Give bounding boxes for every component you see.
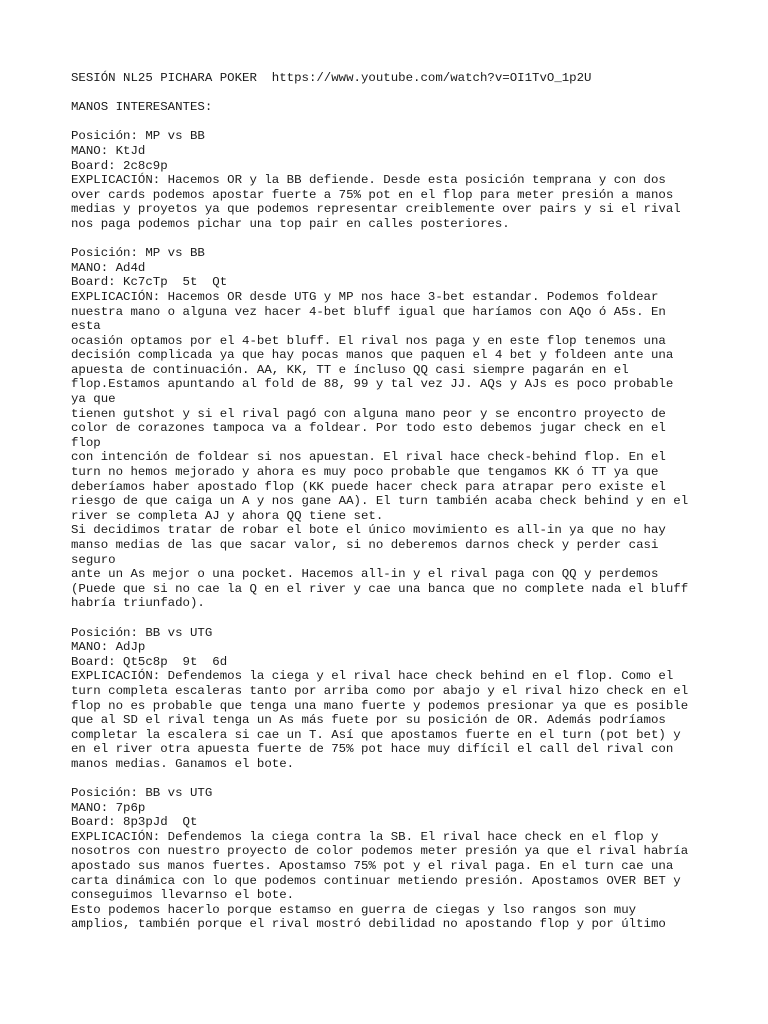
text-line: Esto podemos hacerlo porque estamso en guerra de ciegas y lso rangos son muy (71, 902, 637, 917)
text-line: en el river otra apuesta fuerte de 75% pot hace muy difícil el call del rival con (71, 742, 674, 757)
text-line: river se completa AJ y ahora QQ tiene set. (71, 508, 384, 523)
text-line: SESIÓN NL25 PICHARA POKER https://www.youtube.com/watch?v=OI1TvO_1p2U (71, 71, 592, 85)
text-line: nos paga podemos pichar una top pair en calles posteriores. (71, 216, 510, 231)
text-line: seguro (71, 552, 116, 567)
text-line: completar la escalera si cae un T. Así que apostamos fuerte en el turn (pot bet) y (71, 727, 681, 742)
text-line: Posición: BB vs UTG (71, 625, 213, 640)
text-line: flop (71, 435, 101, 450)
text-line: carta dinámica con lo que podemos continuar metiendo presión. Apostamos OVER BET y (71, 873, 681, 888)
text-line: over cards podemos apostar fuerte a 75% pot en el flop para meter presión a manos (71, 187, 674, 202)
text-line: Si decidimos tratar de robar el bote el único movimiento es all-in ya que no hay (71, 523, 666, 538)
text-line: EXPLICACIÓN: Defendemos la ciega contra la SB. El rival hace check en el flop y (71, 829, 659, 844)
text-line: nuestra mano o alguna vez hacer 4-bet bluff igual que haríamos con AQo ó A5s. En (71, 304, 666, 319)
text-line: Board: 2c8c9p (71, 158, 168, 173)
text-line: EXPLICACIÓN: Defendemos la ciega y el rival hace check behind en el flop. Como el (71, 669, 674, 684)
text-line: MANO: 7p6p (71, 800, 146, 815)
text-line (71, 86, 731, 101)
text-line: MANO: Ad4d (71, 260, 146, 275)
text-line: MANOS INTERESANTES: (71, 100, 213, 115)
text-line: habría triunfado). (71, 596, 205, 611)
text-line: amplios, también porque el rival mostró debilidad no apostando flop y por último (71, 917, 666, 932)
text-line: EXPLICACIÓN: Hacemos OR y la BB defiende. Desde esta posición temprana y con dos (71, 173, 666, 188)
text-line: manos medias. Ganamos el bote. (71, 756, 295, 771)
text-line: deberíamos haber apostado flop (KK puede hacer check para atrapar pero existe el (71, 479, 666, 494)
text-line: nosotros con nuestro proyecto de color podemos meter presión ya que el rival habría (71, 844, 689, 859)
text-line (71, 611, 731, 626)
text-line: que al SD el rival tenga un As más fuete por su posición de OR. Además podríamos (71, 713, 666, 728)
text-line: medias y proyetos ya que podemos representar creiblemente over pairs y si el rival (71, 202, 681, 217)
text-line: Posición: BB vs UTG (71, 786, 213, 801)
text-line: riesgo de que caiga un A y nos gane AA). El turn también acaba check behind y en el (71, 494, 689, 509)
text-line: MANO: AdJp (71, 640, 146, 655)
text-line: Board: 8p3pJd Qt (71, 815, 198, 830)
text-line: esta (71, 319, 101, 334)
text-line: tienen gutshot y si el rival pagó con alguna mano peor y se encontro proyecto de (71, 406, 666, 421)
text-line: apostado sus manos fuertes. Apostamso 75% pot y el rival paga. En el turn cae una (71, 859, 674, 874)
text-line: Posición: MP vs BB (71, 129, 205, 144)
text-line (71, 772, 731, 787)
document-body (71, 71, 731, 932)
text-line: turn completa escaleras tanto por arriba como por abajo y el rival hizo check en el (71, 683, 689, 698)
text-line: Board: Qt5c8p 9t 6d (71, 654, 228, 669)
text-line: EXPLICACIÓN: Hacemos OR desde UTG y MP nos hace 3-bet estandar. Podemos foldear (71, 289, 659, 304)
text-line: MANO: KtJd (71, 143, 146, 158)
text-line: Board: Kc7cTp 5t Qt (71, 275, 228, 290)
text-line: flop.Estamos apuntando al fold de 88, 99 y tal vez JJ. AQs y AJs es poco probable (71, 377, 674, 392)
text-line: con intención de foldear si nos apuestan. El rival hace check-behind flop. En el (71, 450, 666, 465)
text-line (71, 232, 731, 247)
text-line: apuesta de continuación. AA, KK, TT e íncluso QQ casi siempre pagarán en el (71, 362, 629, 377)
text-line: decisión complicada ya que hay pocas manos que paquen el 4 bet y foldeen ante una (71, 348, 674, 363)
text-line (71, 115, 731, 130)
text-line: turn no hemos mejorado y ahora es muy poco probable que tengamos KK ó TT ya que (71, 465, 659, 480)
text-line: manso medias de las que sacar valor, si no deberemos darnos check y perder casi (71, 538, 659, 552)
text-line: ya que (71, 392, 116, 407)
text-line: color de corazones tampoca va a foldear. Por todo esto debemos jugar check en el (71, 421, 666, 436)
text-line: (Puede que si no cae la Q en el river y cae una banca que no complete nada el bluff (71, 581, 689, 596)
text-line: ocasión optamos por el 4-bet bluff. El rival nos paga y en este flop tenemos una (71, 333, 666, 348)
text-line: ante un As mejor o una pocket. Hacemos all-in y el rival paga con QQ y perdemos (71, 567, 659, 582)
text-line: conseguimos llevarnso el bote. (71, 888, 295, 903)
text-line: flop no es probable que tenga una mano fuerte y podemos presionar ya que es posible (71, 698, 689, 713)
text-line: Posición: MP vs BB (71, 246, 205, 261)
